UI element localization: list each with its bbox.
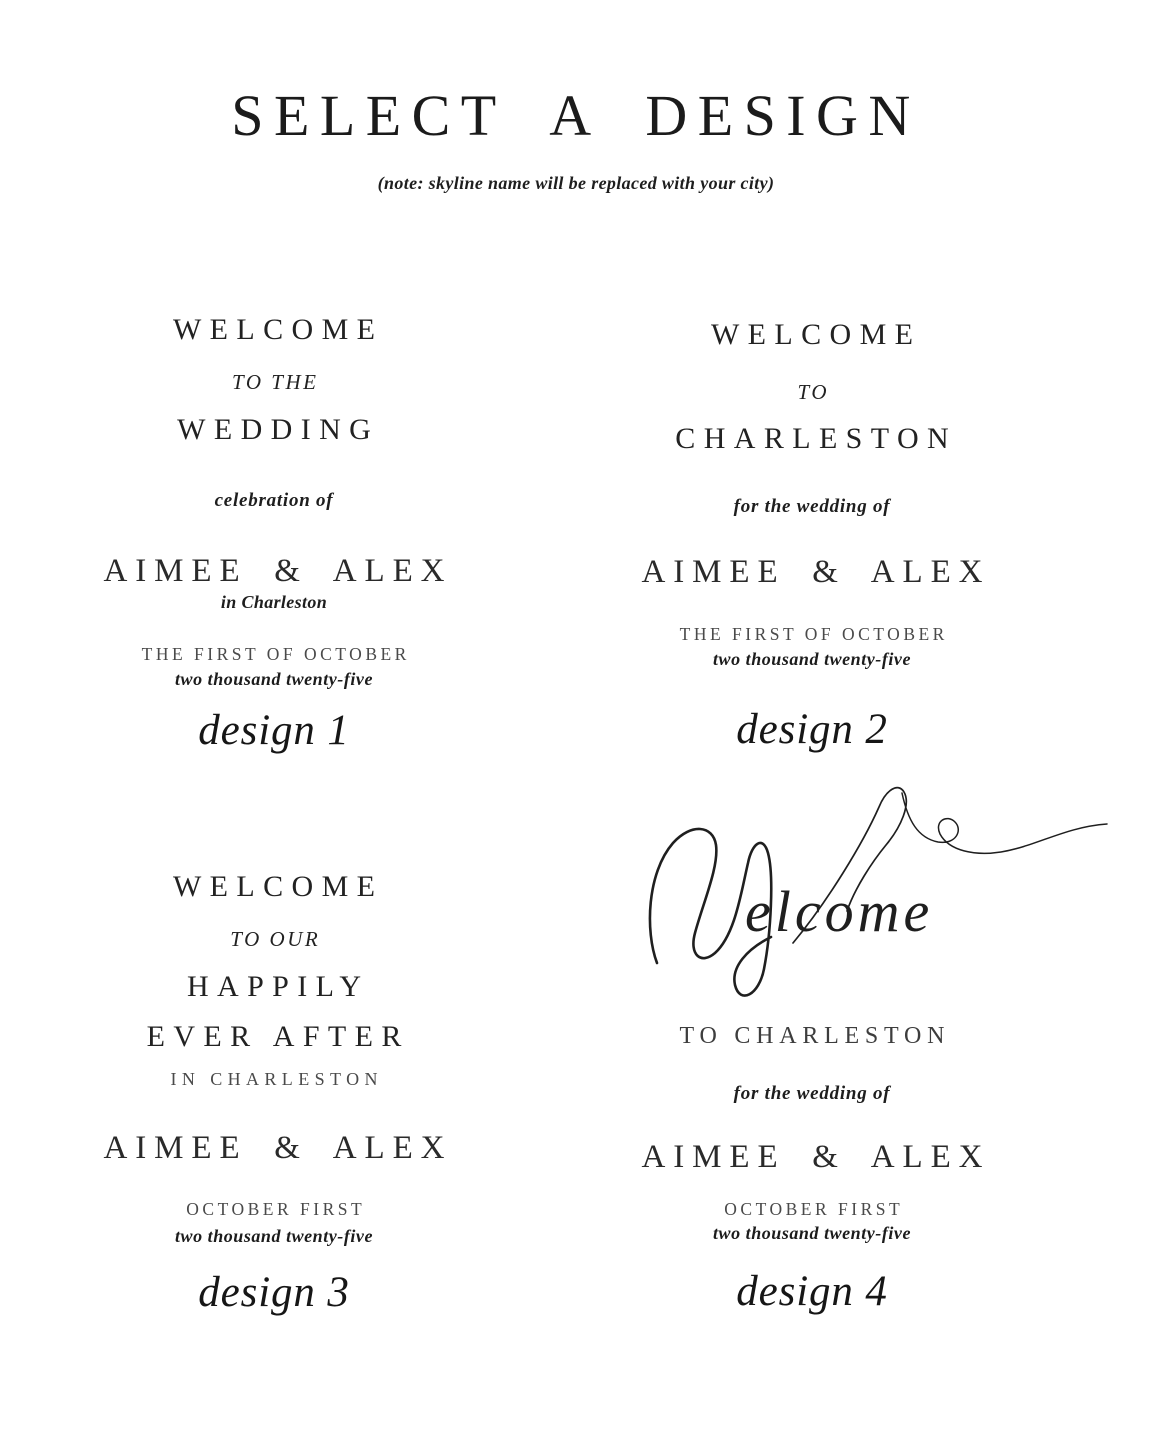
happily-line: HAPPILY xyxy=(186,970,370,1003)
city-line: in Charleston xyxy=(220,592,328,612)
to-line: TO xyxy=(797,380,830,404)
to-city-line: TO CHARLESTON xyxy=(679,1023,951,1049)
year-line: two thousand twenty-five xyxy=(713,1223,911,1243)
date-caps-line: THE FIRST OF OCTOBER xyxy=(679,624,948,644)
date-caps-line: OCTOBER FIRST xyxy=(724,1199,904,1219)
page-note: (note: skyline name will be replaced with your city) xyxy=(377,173,775,193)
wedding-line: WEDDING xyxy=(177,413,380,446)
date-caps-line: THE FIRST OF OCTOBER xyxy=(141,644,410,664)
couple-names: AIMEE & ALEX xyxy=(103,553,453,589)
welcome-line: WELCOME xyxy=(172,313,384,346)
design-2-label[interactable]: design 2 xyxy=(736,706,888,753)
design-2-option[interactable] xyxy=(582,318,1042,755)
welcome-line: WELCOME xyxy=(710,318,922,351)
welcome-script-calligraphy xyxy=(643,781,1123,1021)
design-1-label[interactable]: design 1 xyxy=(198,707,350,754)
design-3-label[interactable]: design 3 xyxy=(198,1269,350,1316)
celebration-line: celebration of xyxy=(214,490,334,511)
couple-names: AIMEE & ALEX xyxy=(641,554,991,590)
design-4-label[interactable]: design 4 xyxy=(736,1268,888,1315)
year-line: two thousand twenty-five xyxy=(175,669,373,689)
couple-names: AIMEE & ALEX xyxy=(103,1130,453,1166)
year-line: two thousand twenty-five xyxy=(175,1226,373,1246)
design-1-option[interactable] xyxy=(44,313,504,756)
to-the-line: TO THE xyxy=(232,370,319,394)
welcome-script-tail: elcome xyxy=(745,879,934,944)
to-our-line: TO OUR xyxy=(230,927,321,951)
in-city-line: IN CHARLESTON xyxy=(170,1069,383,1089)
design-3-option[interactable] xyxy=(44,870,504,1318)
city-caps-line: CHARLESTON xyxy=(675,422,958,455)
year-line: two thousand twenty-five xyxy=(713,649,911,669)
wedding-of-line: for the wedding of xyxy=(733,1083,891,1104)
couple-names: AIMEE & ALEX xyxy=(641,1139,991,1175)
welcome-line: WELCOME xyxy=(172,870,384,903)
design-4-option[interactable] xyxy=(582,1022,1042,1317)
date-caps-line: OCTOBER FIRST xyxy=(186,1199,366,1219)
page-title: SELECT A DESIGN xyxy=(231,83,921,148)
ever-after-line: EVER AFTER xyxy=(146,1020,410,1053)
wedding-of-line: for the wedding of xyxy=(733,496,891,517)
